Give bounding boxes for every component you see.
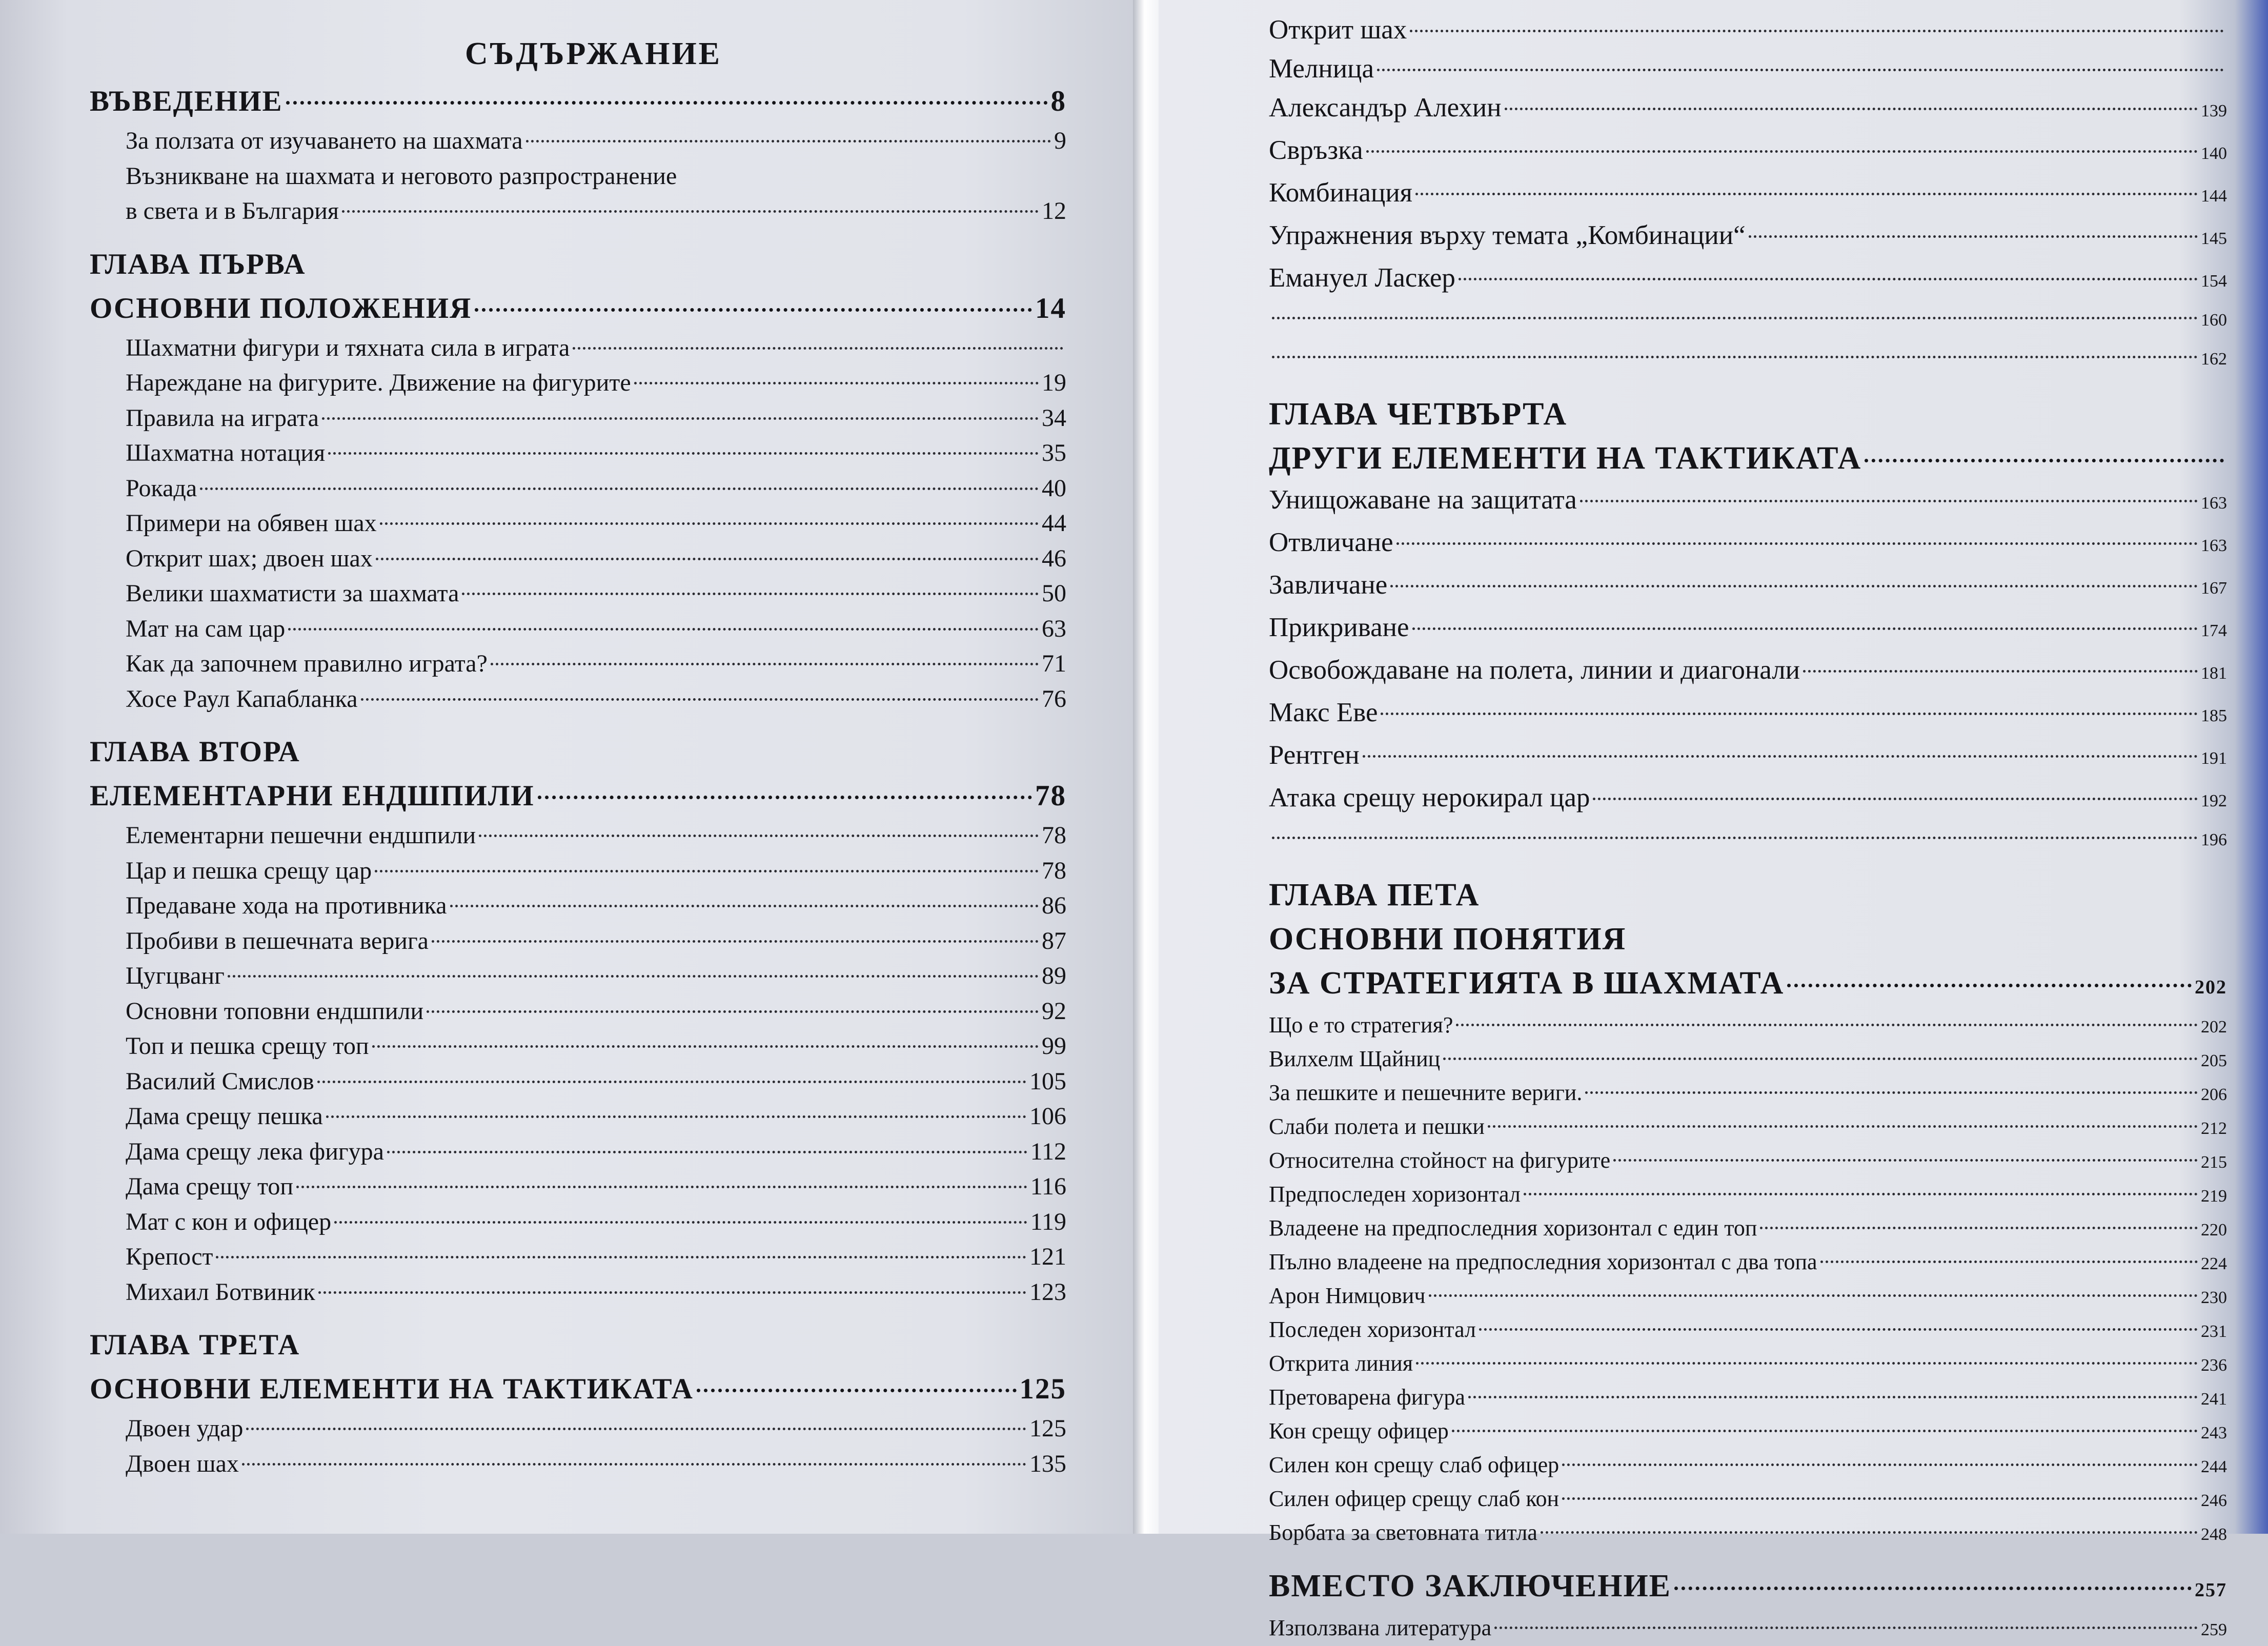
toc-entry — [1269, 131, 2227, 173]
toc-entry-title: Василий Смислов — [126, 1067, 314, 1095]
toc-entry-title: Силен кон срещу слаб офицер — [1269, 1452, 1560, 1477]
toc-entry — [1269, 216, 2227, 258]
toc-entry-page: 92 — [1042, 997, 1066, 1025]
toc-entry — [90, 1134, 1066, 1170]
toc-entry-title: Примери на обявен шах — [126, 510, 377, 537]
toc-entry-title: Велики шахматисти за шахмата — [126, 580, 459, 607]
toc-entry-title: Предпоследен хоризонтал — [1269, 1182, 1521, 1207]
toc-entry-page: 248 — [2201, 1525, 2227, 1544]
toc-entry — [1269, 1178, 2227, 1212]
toc-entry — [90, 576, 1066, 612]
toc-entry — [90, 1029, 1066, 1064]
toc-entry — [90, 959, 1066, 994]
toc-entry — [90, 1239, 1066, 1275]
continued-section — [1269, 0, 2227, 379]
toc-entry-title: Михаил Ботвиник — [126, 1278, 315, 1306]
toc-entry-title: Силен офицер срещу слаб кон — [1269, 1486, 1560, 1511]
chapter-1 — [90, 242, 1066, 717]
toc-entry-page: 40 — [1042, 474, 1066, 502]
toc-entry-page: 112 — [1030, 1137, 1066, 1165]
toc-entry-title: Шахматна нотация — [126, 439, 326, 466]
toc-entry-title: Открит шах — [1269, 15, 1407, 45]
toc-entry-title: Как да започнем правилно играта? — [126, 650, 488, 677]
toc-entry — [1269, 1145, 2227, 1178]
toc-entry — [1269, 49, 2227, 88]
toc-entry-title: Владеене на предпоследния хоризонтал с един топ — [1269, 1215, 1757, 1241]
toc-entry-title: Използвана литература — [1269, 1615, 1492, 1640]
toc-entry-page: 196 — [2201, 830, 2227, 849]
toc-entry-page: 163 — [2201, 536, 2227, 555]
toc-entry-title: Рокада — [126, 474, 197, 502]
continued-entries — [1269, 10, 2227, 379]
toc-entry-page: 86 — [1042, 892, 1066, 919]
toc-entry-title: Хосе Раул Капабланка — [126, 685, 358, 713]
toc-entry — [90, 612, 1066, 647]
toc-entry-title: Двоен удар — [126, 1415, 244, 1442]
toc-entry — [90, 401, 1066, 436]
toc-entry-title: Слаби полета и пешки — [1269, 1114, 1485, 1139]
toc-entry-title: Прикриване — [1269, 613, 1409, 642]
toc-entry-title: Открита линия — [1269, 1351, 1413, 1376]
toc-entry-page: 76 — [1042, 685, 1066, 713]
toc-entry-page: 185 — [2201, 706, 2227, 725]
toc-entry-title: Относителна стойност на фигурите — [1269, 1148, 1611, 1173]
toc-entry-page: 19 — [1042, 369, 1066, 396]
toc-entry-title: Атака срещу нерокирал цар — [1269, 783, 1590, 812]
toc-entry-title: Крепост — [126, 1243, 213, 1270]
toc-entry — [90, 471, 1066, 506]
chapter-2 — [90, 730, 1066, 1310]
toc-entry — [90, 924, 1066, 959]
toc-entry-page: 212 — [2201, 1119, 2227, 1138]
toc-entry — [1269, 88, 2227, 131]
toc-entry — [90, 1275, 1066, 1310]
toc-entry-page: 154 — [2201, 272, 2227, 291]
chapter-title: ВМЕСТО ЗАКЛЮЧЕНИЕ 257 — [1269, 1569, 2227, 1603]
left-page — [0, 0, 1133, 1534]
chapter-4-entries — [1269, 480, 2227, 860]
toc-entry-page: 63 — [1042, 615, 1066, 642]
toc-entry — [1269, 1280, 2227, 1314]
toc-entry-page: 230 — [2201, 1288, 2227, 1307]
toc-entry-title: Свръзка — [1269, 135, 1363, 165]
toc-entry-page: 50 — [1042, 580, 1066, 607]
toc-entry-title: Цугцванг — [126, 962, 225, 989]
toc-entry-title: Дама срещу лека фигура — [126, 1137, 384, 1165]
toc-entry — [1269, 1449, 2227, 1483]
chapter-3 — [90, 1323, 1066, 1481]
toc-entry — [1269, 1009, 2227, 1043]
toc-entry-title: Елементарни пешечни ендшпили — [126, 822, 476, 849]
toc-entry — [90, 506, 1066, 541]
toc-entry-title: Емануел Ласкер — [1269, 263, 1455, 293]
chapter-heading: ГЛАВА ЧЕТВЪРТА — [1269, 397, 1568, 432]
toc-entry-page: 224 — [2201, 1254, 2227, 1273]
toc-entry-page: 246 — [2201, 1491, 2227, 1510]
toc-entry-title: Борбата за световната титла — [1269, 1520, 1537, 1545]
toc-entry-page: 106 — [1029, 1103, 1066, 1130]
toc-entry-title: Що е то стратегия? — [1269, 1012, 1453, 1038]
toc-entry-title: Кон срещу офицер — [1269, 1418, 1449, 1444]
toc-entry-title: Топ и пешка срещу топ — [126, 1032, 369, 1060]
toc-entry — [90, 818, 1066, 854]
conclusion-section — [1269, 1564, 2227, 1646]
toc-entry-title: Правила на играта — [126, 404, 319, 432]
toc-entry-page: 123 — [1029, 1278, 1066, 1306]
toc-entry — [1269, 1415, 2227, 1449]
toc-entry — [1269, 1043, 2227, 1077]
toc-entry — [90, 682, 1066, 717]
chapter-title: ОСНОВНИ ПОЛОЖЕНИЯ 14 — [90, 292, 1066, 324]
toc-entry-title: Макс Еве — [1269, 698, 1378, 727]
toc-entry-title: Мелница — [1269, 54, 1374, 84]
toc-entry: в света и в България 12 — [126, 197, 1066, 225]
toc-entry-title: Претоварена фигура — [1269, 1385, 1465, 1410]
toc-entry-page: 220 — [2201, 1221, 2227, 1239]
toc-entry-title: Цар и пешка срещу цар — [126, 857, 372, 884]
toc-entry — [1269, 258, 2227, 301]
toc-entry-title: Упражнения върху темата „Комбинации“ — [1269, 220, 1746, 250]
chapter-4 — [1269, 392, 2227, 860]
chapter-5-entries — [1269, 1009, 2227, 1551]
toc-entry — [90, 541, 1066, 577]
toc-entry — [1269, 1381, 2227, 1415]
toc-entry-page: 125 — [1029, 1415, 1066, 1442]
toc-entry-page: 34 — [1042, 404, 1066, 432]
toc-entry — [1269, 1348, 2227, 1381]
toc-entry-page: 163 — [2201, 494, 2227, 513]
toc-entry: Възникване на шахмата и неговото разпространение — [126, 162, 677, 190]
book-gutter — [1133, 0, 1159, 1534]
toc-entry-page: 231 — [2201, 1322, 2227, 1341]
toc-entry-title: Мат с кон и офицер — [126, 1208, 332, 1235]
conclusion-entries — [1269, 1612, 2227, 1646]
toc-entry — [90, 646, 1066, 682]
toc-entry-page: 191 — [2201, 749, 2227, 768]
toc-entry-title: Дама срещу пешка — [126, 1103, 323, 1130]
toc-entry-title: Вилхелм Щайниц — [1269, 1046, 1441, 1071]
toc-entry-page: 243 — [2201, 1424, 2227, 1442]
toc-entry-title: За пешките и пешечните вериги. — [1269, 1080, 1583, 1105]
toc-entry — [1269, 1517, 2227, 1551]
toc-entry — [1269, 1077, 2227, 1111]
toc-entry-page: 202 — [2201, 1018, 2227, 1037]
toc-entry — [1269, 693, 2227, 736]
toc-entry-page: 241 — [2201, 1390, 2227, 1409]
chapter-heading: ГЛАВА ПЕТА — [1269, 878, 1480, 912]
toc-entry-page: 167 — [2201, 579, 2227, 598]
toc-entry-page: 116 — [1030, 1173, 1066, 1200]
toc-entry-page: 78 — [1042, 857, 1066, 884]
toc-title: СЪДЪРЖАНИЕ — [464, 36, 722, 71]
toc-entry-page: 87 — [1042, 927, 1066, 954]
toc-entry-page: 89 — [1042, 962, 1066, 989]
toc-entry — [1269, 565, 2227, 608]
toc-entry-title: Последен хоризонтал — [1269, 1317, 1476, 1342]
toc-entry-page: 219 — [2201, 1187, 2227, 1206]
chapter-heading: ОСНОВНИ ПОНЯТИЯ — [1269, 922, 1627, 957]
toc-entry-title: Завличане — [1269, 570, 1388, 600]
toc-entry — [90, 331, 1066, 366]
toc-entry — [1269, 778, 2227, 821]
toc-entry-page: 99 — [1042, 1032, 1066, 1060]
toc-entry-page: 236 — [2201, 1356, 2227, 1375]
toc-entry — [1269, 301, 2227, 340]
toc-entry — [1269, 651, 2227, 693]
toc-entry — [1269, 523, 2227, 565]
toc-entry-title: Пълно владеене на предпоследния хоризонтал с два топа — [1269, 1249, 1817, 1274]
toc-entry-title: Отвличане — [1269, 527, 1393, 557]
toc-entry — [1269, 173, 2227, 216]
toc-entry-page: 135 — [1029, 1450, 1066, 1477]
toc-entry-title: Унищожаване на защитата — [1269, 485, 1577, 515]
toc-entry — [1269, 480, 2227, 523]
toc-entry — [1269, 1314, 2227, 1348]
chapter-title: ЕЛЕМЕНТАРНИ ЕНДШПИЛИ 78 — [90, 780, 1066, 812]
toc-entry-page: 46 — [1042, 544, 1066, 572]
toc-entry — [90, 436, 1066, 471]
toc-entry-title: Освобождаване на полета, линии и диагонали — [1269, 655, 1800, 685]
toc-entry — [90, 365, 1066, 401]
toc-entry-page: 71 — [1042, 650, 1066, 677]
toc-entry-page: 144 — [2201, 187, 2227, 206]
toc-entry — [90, 1169, 1066, 1205]
toc-entry-title: Двоен шах — [126, 1450, 239, 1477]
toc-entry — [90, 1205, 1066, 1240]
toc-entry — [1269, 1246, 2227, 1280]
toc-entry — [90, 854, 1066, 889]
toc-entry — [1269, 736, 2227, 778]
toc-entry-page: 121 — [1029, 1243, 1066, 1270]
toc-entry-page: 35 — [1042, 439, 1066, 466]
intro-section — [90, 79, 1066, 229]
toc-entry-page: 181 — [2201, 664, 2227, 683]
chapter-2-entries — [90, 818, 1066, 1310]
toc-entry-title: Пробиви в пешечната верига — [126, 927, 429, 954]
chapter-heading: ГЛАВА ТРЕТА — [90, 1329, 300, 1361]
toc-entry-page: 105 — [1029, 1067, 1066, 1095]
toc-entry-page: 206 — [2201, 1085, 2227, 1104]
toc-entry-page: 139 — [2201, 101, 2227, 120]
toc-entry — [90, 1064, 1066, 1100]
toc-entry-page: 192 — [2201, 791, 2227, 810]
toc-entry-title: Комбинация — [1269, 178, 1413, 208]
intro-heading: ВЪВЕДЕНИЕ 8 — [90, 85, 1066, 117]
toc-entry — [1269, 340, 2227, 379]
toc-entry-title: Шахматни фигури и тяхната сила в играта — [126, 334, 570, 361]
toc-entry-title: Дама срещу топ — [126, 1173, 293, 1200]
toc-entry-title: Рентген — [1269, 740, 1360, 770]
chapter-title: ДРУГИ ЕЛЕМЕНТИ НА ТАКТИКАТА — [1269, 436, 2227, 480]
toc-entry-title: Основни топовни ендшпили — [126, 997, 424, 1025]
toc-entry — [90, 1411, 1066, 1447]
toc-entry-page: 44 — [1042, 510, 1066, 537]
toc-entry-page: 119 — [1030, 1208, 1066, 1235]
toc-entry-title: Нареждане на фигурите. Движение на фигурите — [126, 369, 631, 396]
chapter-5 — [1269, 873, 2227, 1551]
toc-entry-title: Александър Алехин — [1269, 93, 1502, 123]
toc-entry-page: 140 — [2201, 144, 2227, 163]
toc-entry-page: 162 — [2201, 350, 2227, 369]
toc-entry-page: 174 — [2201, 621, 2227, 640]
chapter-title: ЗА СТРАТЕГИЯТА В ШАХМАТА 202 — [1269, 966, 2227, 1001]
chapter-3-entries — [90, 1411, 1066, 1481]
chapter-1-entries — [90, 331, 1066, 717]
chapter-heading: ГЛАВА ВТОРА — [90, 736, 300, 768]
toc-entry: За ползата от изучаването на шахмата 9 — [126, 127, 1066, 154]
toc-entry-page: 244 — [2201, 1457, 2227, 1476]
toc-entry — [1269, 1612, 2227, 1646]
chapter-heading: ГЛАВА ПЪРВА — [90, 248, 306, 280]
toc-entry — [1269, 10, 2227, 49]
chapter-title: ОСНОВНИ ЕЛЕМЕНТИ НА ТАКТИКАТА 125 — [90, 1373, 1066, 1405]
toc-entry — [1269, 608, 2227, 651]
toc-entry-title: Открит шах; двоен шах — [126, 544, 373, 572]
toc-entry-title: Мат на сам цар — [126, 615, 286, 642]
toc-entry — [1269, 1212, 2227, 1246]
right-page — [1159, 0, 2268, 1640]
toc-entry-page: 205 — [2201, 1051, 2227, 1070]
toc-entry-page: 145 — [2201, 229, 2227, 248]
toc-entry — [1269, 1483, 2227, 1517]
toc-entry — [1269, 821, 2227, 860]
toc-entry — [90, 1099, 1066, 1134]
toc-entry-page: 259 — [2201, 1620, 2227, 1639]
toc-entry — [90, 888, 1066, 924]
toc-entry-page: 160 — [2201, 311, 2227, 330]
toc-entry — [1269, 1111, 2227, 1145]
toc-entry-page: 215 — [2201, 1153, 2227, 1172]
toc-entry-title: Арон Нимцович — [1269, 1283, 1426, 1308]
toc-entry — [90, 1447, 1066, 1482]
toc-entry — [90, 994, 1066, 1029]
toc-entry-page: 78 — [1042, 822, 1066, 849]
toc-entry-title: Предаване хода на противника — [126, 892, 447, 919]
